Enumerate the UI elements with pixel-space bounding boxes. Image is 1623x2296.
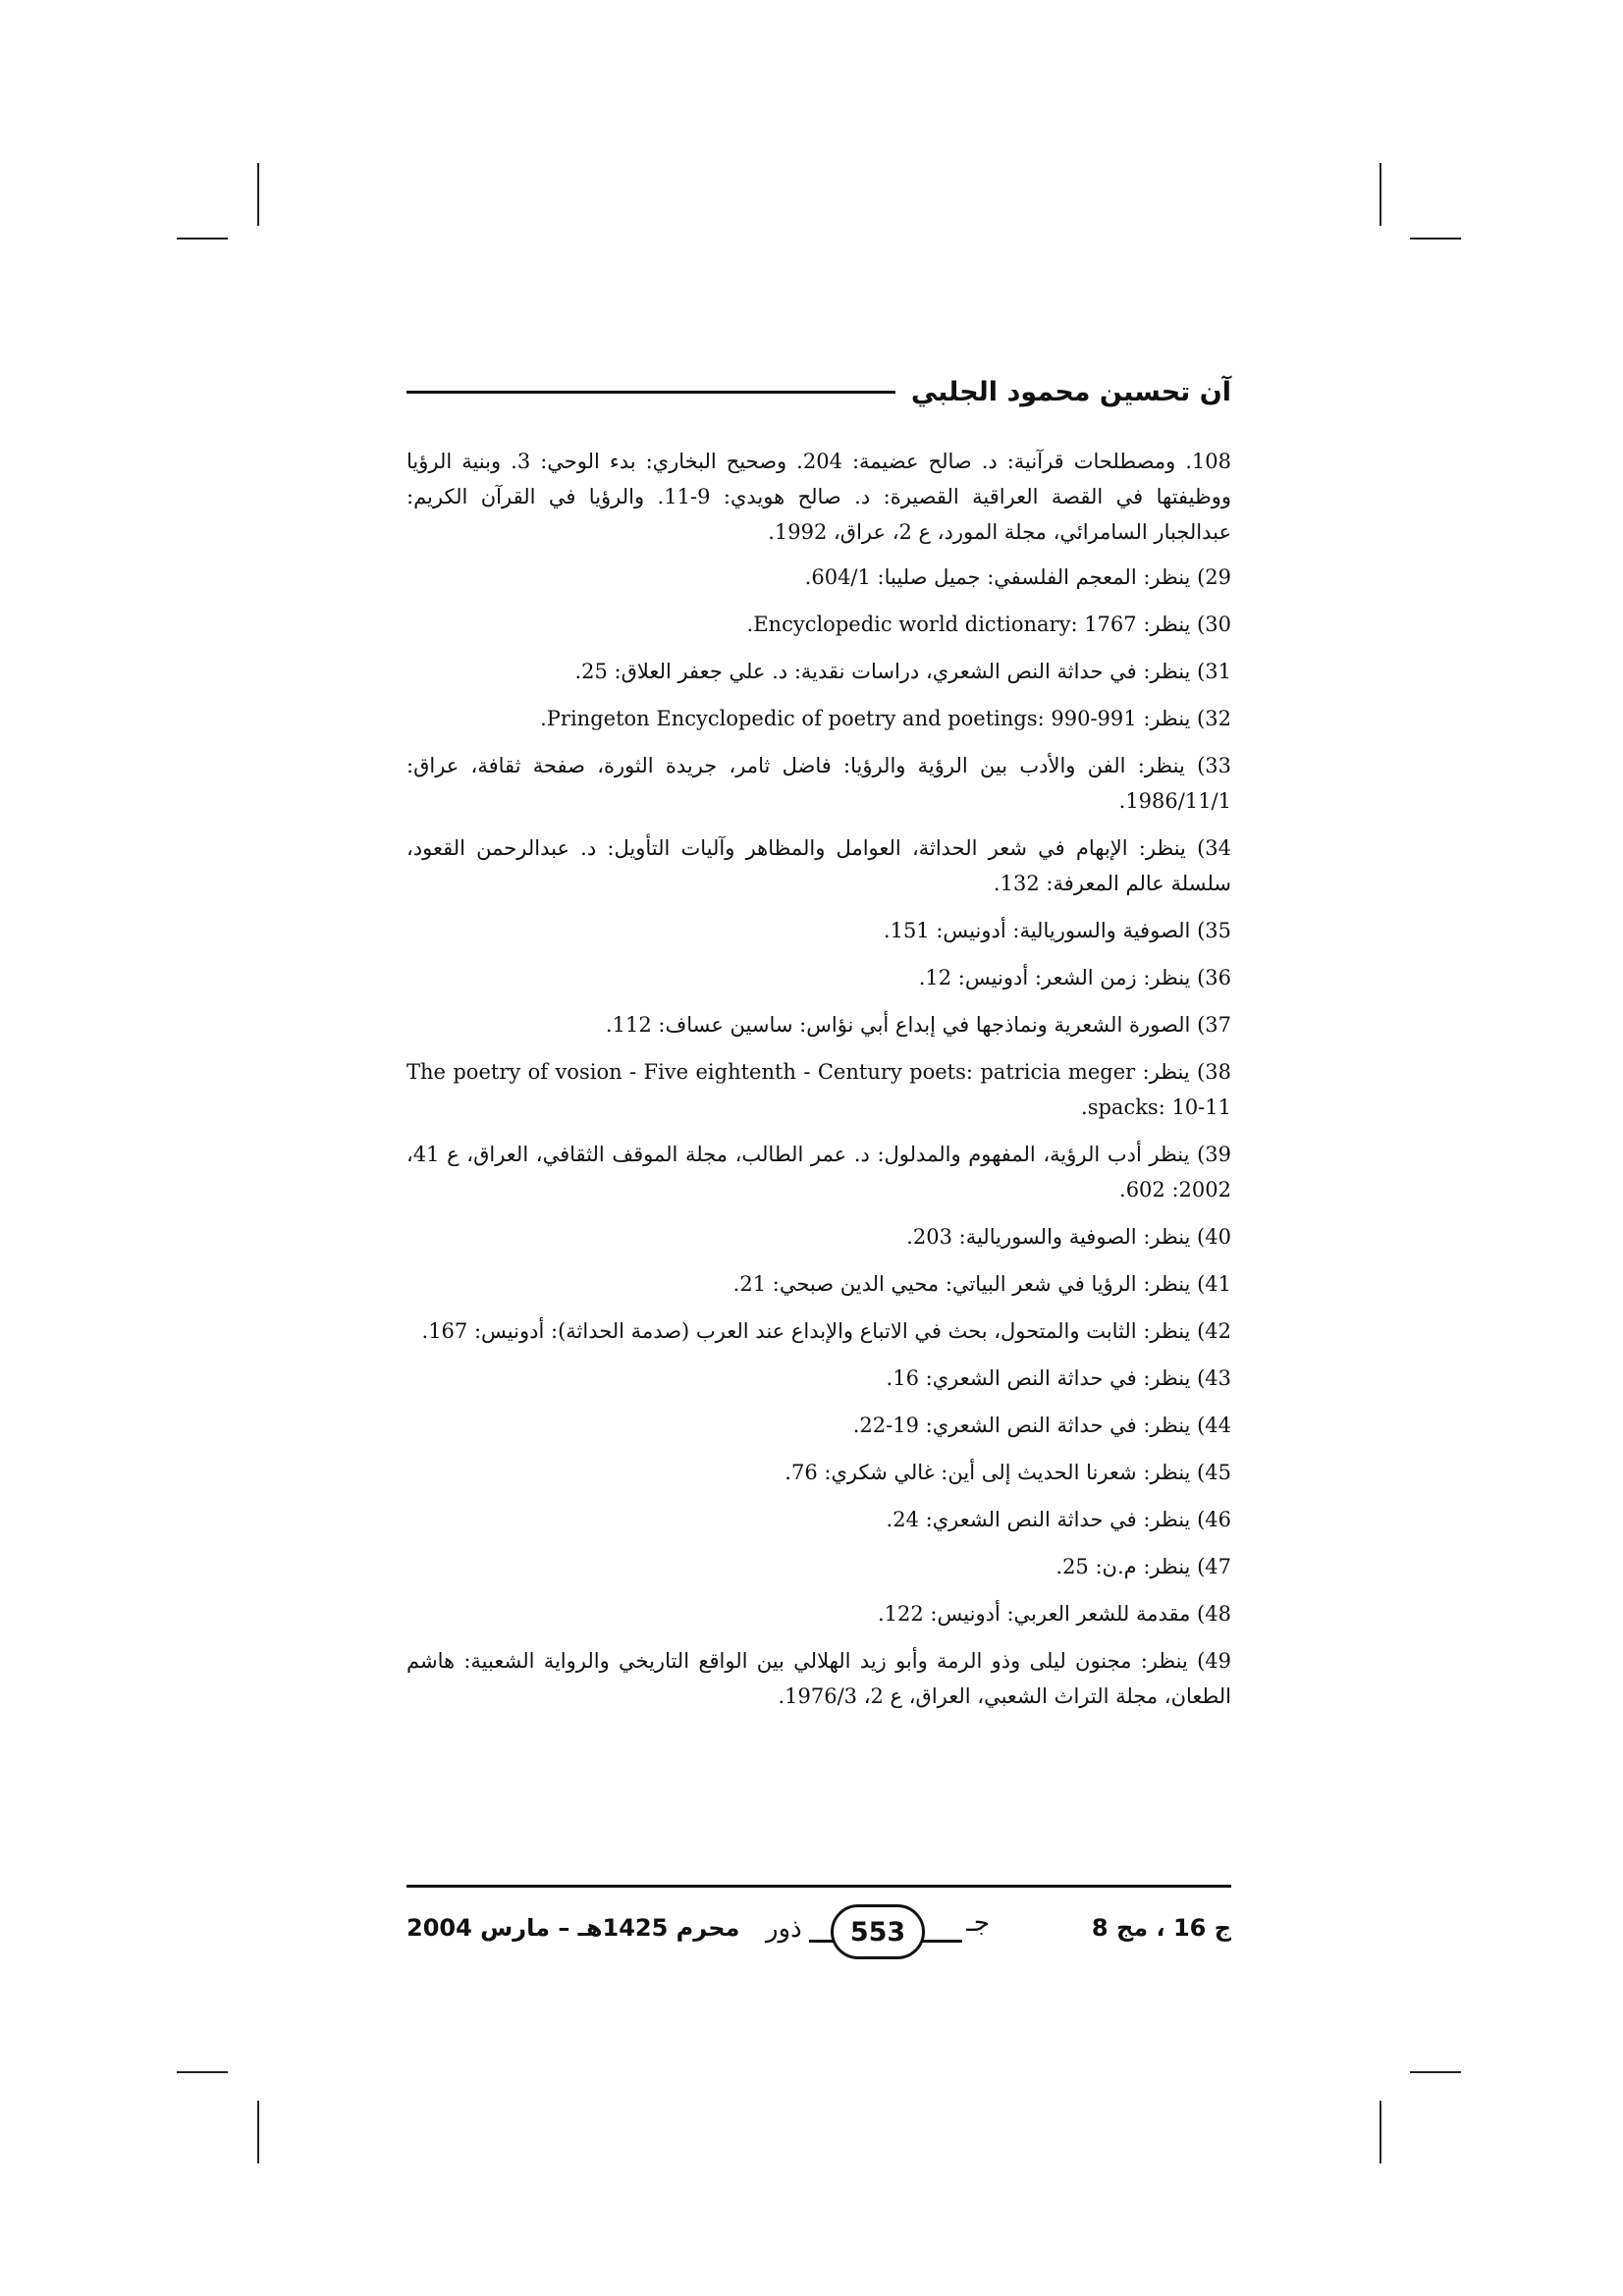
journal-mark-line xyxy=(809,1940,833,1943)
page-title: آن تحسين محمود الجلبي xyxy=(910,376,1231,407)
endnote: 31) ينظر: في حداثة النص الشعري، دراسات نقدية: د. علي جعفر العلاق: 25. xyxy=(574,660,1231,683)
journal-mark-line xyxy=(921,1940,962,1943)
endnotes-list xyxy=(406,444,1231,1726)
endnote: 43) ينظر: في حداثة النص الشعري: 16. xyxy=(886,1366,1231,1390)
crop-mark xyxy=(1410,238,1461,240)
endnote xyxy=(406,1054,1231,1125)
crop-mark xyxy=(257,163,259,226)
crop-mark xyxy=(1380,2101,1381,2163)
endnote xyxy=(406,701,1231,736)
issue-date: محرم 1425هـ – مارس 2004 xyxy=(406,1914,740,1942)
endnote: 48) مقدمة للشعر العربي: أدونيس: 122. xyxy=(877,1602,1231,1626)
endnote: 44) ينظر: في حداثة النص الشعري: 19-22. xyxy=(852,1414,1231,1437)
endnote: 36) ينظر: زمن الشعر: أدونيس: 12. xyxy=(918,966,1231,989)
endnote: 33) ينظر: الفن والأدب بين الرؤية والرؤيا: فاضل ثامر، جريدة الثورة، صفحة ثقافة، عراق: 1986/11/1. xyxy=(406,754,1231,813)
journal-mark-suffix: ذور xyxy=(766,1914,802,1944)
endnote: 47) ينظر: م.ن: 25. xyxy=(1055,1555,1231,1578)
endnote: 35) الصوفية والسوريالية: أدونيس: 151. xyxy=(883,919,1231,942)
footer-rule xyxy=(406,1885,1231,1888)
journal-mark-prefix: جـ xyxy=(966,1908,990,1938)
endnote: 49) ينظر: مجنون ليلى وذو الرمة وأبو زيد الهلالي بين الواقع التاريخي والرواية الشعبية: هاشم الطعان، مجلة التراث الشعبي، العراق، ع 2، 1976/3. xyxy=(406,1649,1231,1708)
endnote: 40) ينظر: الصوفية والسوريالية: 203. xyxy=(906,1225,1231,1249)
endnote: 29) ينظر: المعجم الفلسفي: جميل صليبا: 604/1. xyxy=(804,565,1231,589)
endnote-text: 30) ينظر: Encyclopedic world dictionary: 1767. xyxy=(746,613,1231,636)
endnote xyxy=(406,607,1231,642)
page-number: 553 xyxy=(831,1904,925,1959)
crop-mark xyxy=(177,2071,228,2073)
endnote: 42) ينظر: الثابت والمتحول، بحث في الاتباع والإبداع عند العرب (صدمة الحداثة): أدونيس: 167. xyxy=(421,1319,1231,1343)
endnote: 41) ينظر: الرؤيا في شعر البياتي: محيي الدين صبحي: 21. xyxy=(732,1272,1231,1296)
crop-mark xyxy=(1380,163,1381,226)
issue-label: ج 16 ، مج 8 xyxy=(1091,1914,1231,1942)
endnote: 37) الصورة الشعرية ونماذجها في إبداع أبي نؤاس: ساسين عساف: 112. xyxy=(605,1013,1231,1037)
endnote-text: 38) ينظر: The poetry of vosion - Five eightenth - Century poets: patricia meger spacks: 10-11. xyxy=(406,1060,1231,1119)
endnote: 45) ينظر: شعرنا الحديث إلى أين: غالي شكري: 76. xyxy=(784,1461,1231,1484)
page-footer xyxy=(406,1902,1231,1965)
header-rule xyxy=(406,391,895,394)
crop-mark xyxy=(177,238,228,240)
crop-mark xyxy=(257,2101,259,2163)
crop-mark xyxy=(1410,2071,1461,2073)
endnote: 46) ينظر: في حداثة النص الشعري: 24. xyxy=(886,1508,1231,1531)
endnote: 108. ومصطلحات قرآنية: د. صالح عضيمة: 204. وصحيح البخاري: بدء الوحي: 3. وبنية الرؤيا ووظيفتها في القصة العراقية القصيرة: د. صالح هويدي: 9-11. والرؤيا في القرآن الكريم: عبدالجبار السامرائي، مجلة المورد، ع 2، عراق، 1992. xyxy=(406,450,1231,544)
journal-mark xyxy=(760,1902,996,1965)
running-header xyxy=(406,367,1231,416)
endnote: 39) ينظر أدب الرؤية، المفهوم والمدلول: د. عمر الطالب، مجلة الموقف الثقافي، العراق، ع 41، 2002: 602. xyxy=(406,1143,1231,1201)
endnote-text: 32) ينظر: Pringeton Encyclopedic of poetry and poetings: 990-991. xyxy=(540,707,1231,730)
endnote: 34) ينظر: الإبهام في شعر الحداثة، العوامل والمظاهر وآليات التأويل: د. عبدالرحمن القعود، سلسلة عالم المعرفة: 132. xyxy=(406,836,1231,895)
